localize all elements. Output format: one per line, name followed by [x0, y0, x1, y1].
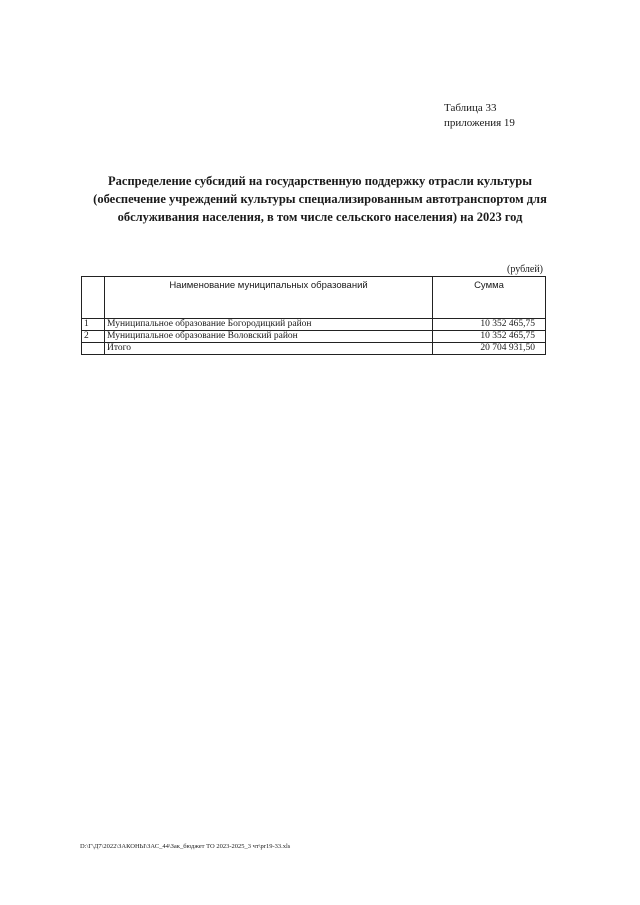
table-row: [82, 331, 546, 343]
title-line-3: обслуживания населения, в том числе сельского населения) на 2023 год: [117, 210, 523, 224]
table-reference: [444, 101, 515, 131]
units-label: (рублей): [507, 264, 544, 275]
total-label: Итого: [105, 343, 433, 355]
total-num: [82, 343, 105, 355]
total-sum: 20 704 931,50: [433, 343, 546, 355]
document-title: [70, 172, 570, 226]
row-sum: 10 352 465,75: [433, 331, 546, 343]
row-name: Муниципальное образование Богородицкий район: [105, 319, 433, 331]
header-name-cell: Наименование муниципальных образований: [105, 277, 433, 319]
table-row: [82, 319, 546, 331]
header-sum-cell: Сумма: [433, 277, 546, 319]
title-line-2: (обеспечение учреждений культуры специализированным автотранспортом для: [93, 192, 547, 206]
row-num: 1: [82, 319, 105, 331]
table-header-row: [82, 277, 546, 319]
row-sum: 10 352 465,75: [433, 319, 546, 331]
header-num-cell: [82, 277, 105, 319]
title-line-1: Распределение субсидий на государственную поддержку отрасли культуры: [108, 174, 532, 188]
table-total-row: [82, 343, 546, 355]
subsidy-table: [81, 276, 546, 355]
table-number: Таблица 33: [444, 102, 497, 114]
row-num: 2: [82, 331, 105, 343]
file-path-footer: D:\Г\Д7\2022\ЗАКОНЫ\ЗАС_44\Зак_бюджет ТО 2023-2025_3 чт\pr19-33.xls: [80, 843, 291, 850]
appendix-number: приложения 19: [444, 117, 515, 129]
row-name: Муниципальное образование Воловский район: [105, 331, 433, 343]
